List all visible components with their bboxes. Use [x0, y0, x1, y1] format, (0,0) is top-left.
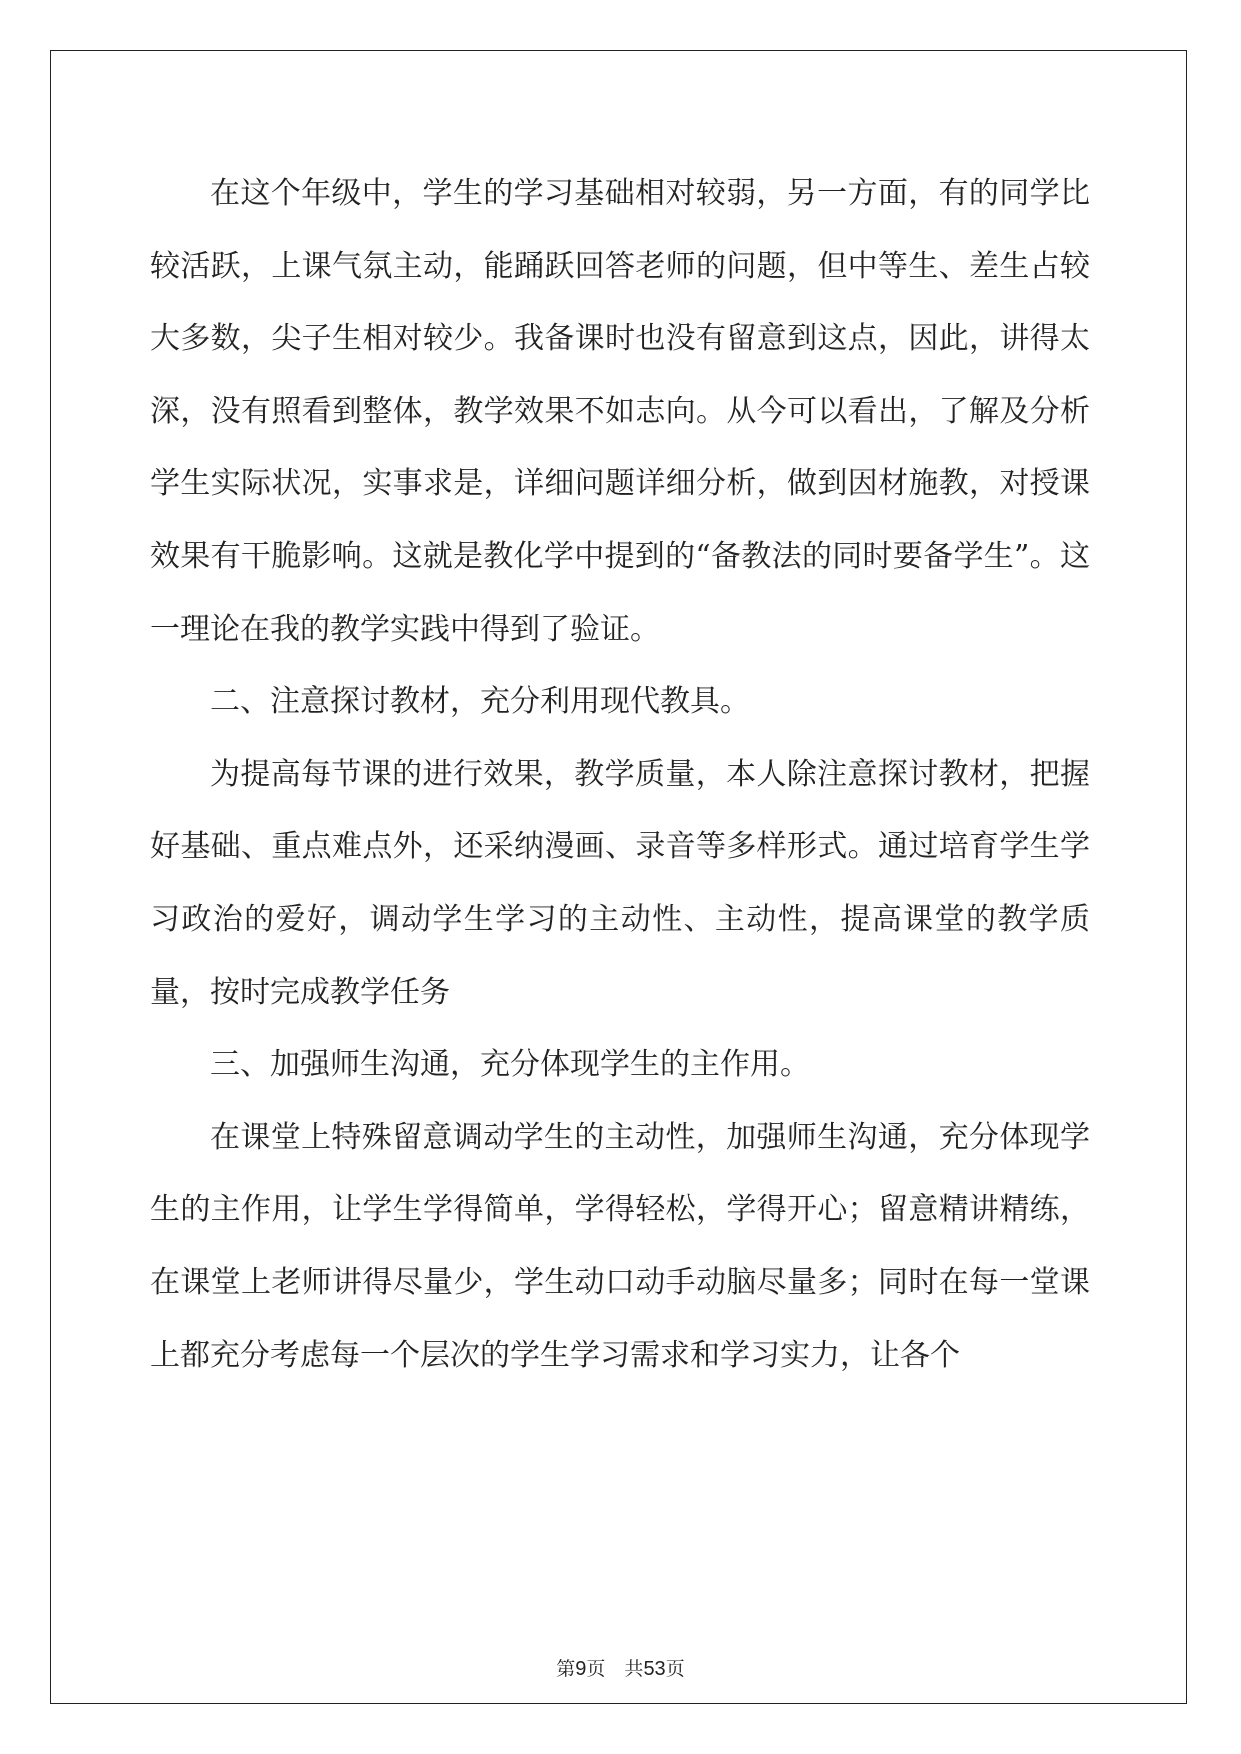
footer-prefix: 第: [556, 1658, 576, 1680]
paragraph-1: 在这个年级中，学生的学习基础相对较弱，另一方面，有的同学比较活跃，上课气氛主动，能踊跃回答老师的问题，但中等生、差生占较大多数，尖子生相对较少。我备课时也没有留意到这点，因此，讲得太深，没有照看到整体，教学效果不如志向。从今可以看出，了解及分析学生实际状况，实事求是，详细问题详细分析，做到因材施教，对授课效果有干脆影响。这就是教化学中提到的“备教法的同时要备学生”。这一理论在我的教学实践中得到了验证。: [150, 176, 1090, 647]
paragraph-4: 三、加强师生沟通，充分体现学生的主作用。: [210, 1047, 810, 1083]
total-pages: 53: [643, 1658, 666, 1680]
document-body: [150, 158, 1090, 1392]
paragraph-3: 为提高每节课的进行效果，教学质量，本人除注意探讨教材，把握好基础、重点难点外，还采纳漫画、录音等多样形式。通过培育学生学习政治的爱好，调动学生学习的主动性、主动性，提高课堂的教学质量，按时完成教学任务: [150, 756, 1090, 1010]
page-number: 9: [575, 1658, 587, 1680]
paragraph-2: 二、注意探讨教材，充分利用现代教具。: [210, 684, 750, 720]
footer-mid: 页 共: [586, 1658, 644, 1680]
page-footer: [0, 1654, 1241, 1681]
paragraph-5: 在课堂上特殊留意调动学生的主动性，加强师生沟通，充分体现学生的主作用，让学生学得简单，学得轻松，学得开心；留意精讲精练，在课堂上老师讲得尽量少，学生动口动手动脑尽量多；同时在每一堂课上都充分考虑每一个层次的学生学习需求和学习实力，让各个: [150, 1119, 1090, 1373]
footer-suffix: 页: [665, 1658, 685, 1680]
